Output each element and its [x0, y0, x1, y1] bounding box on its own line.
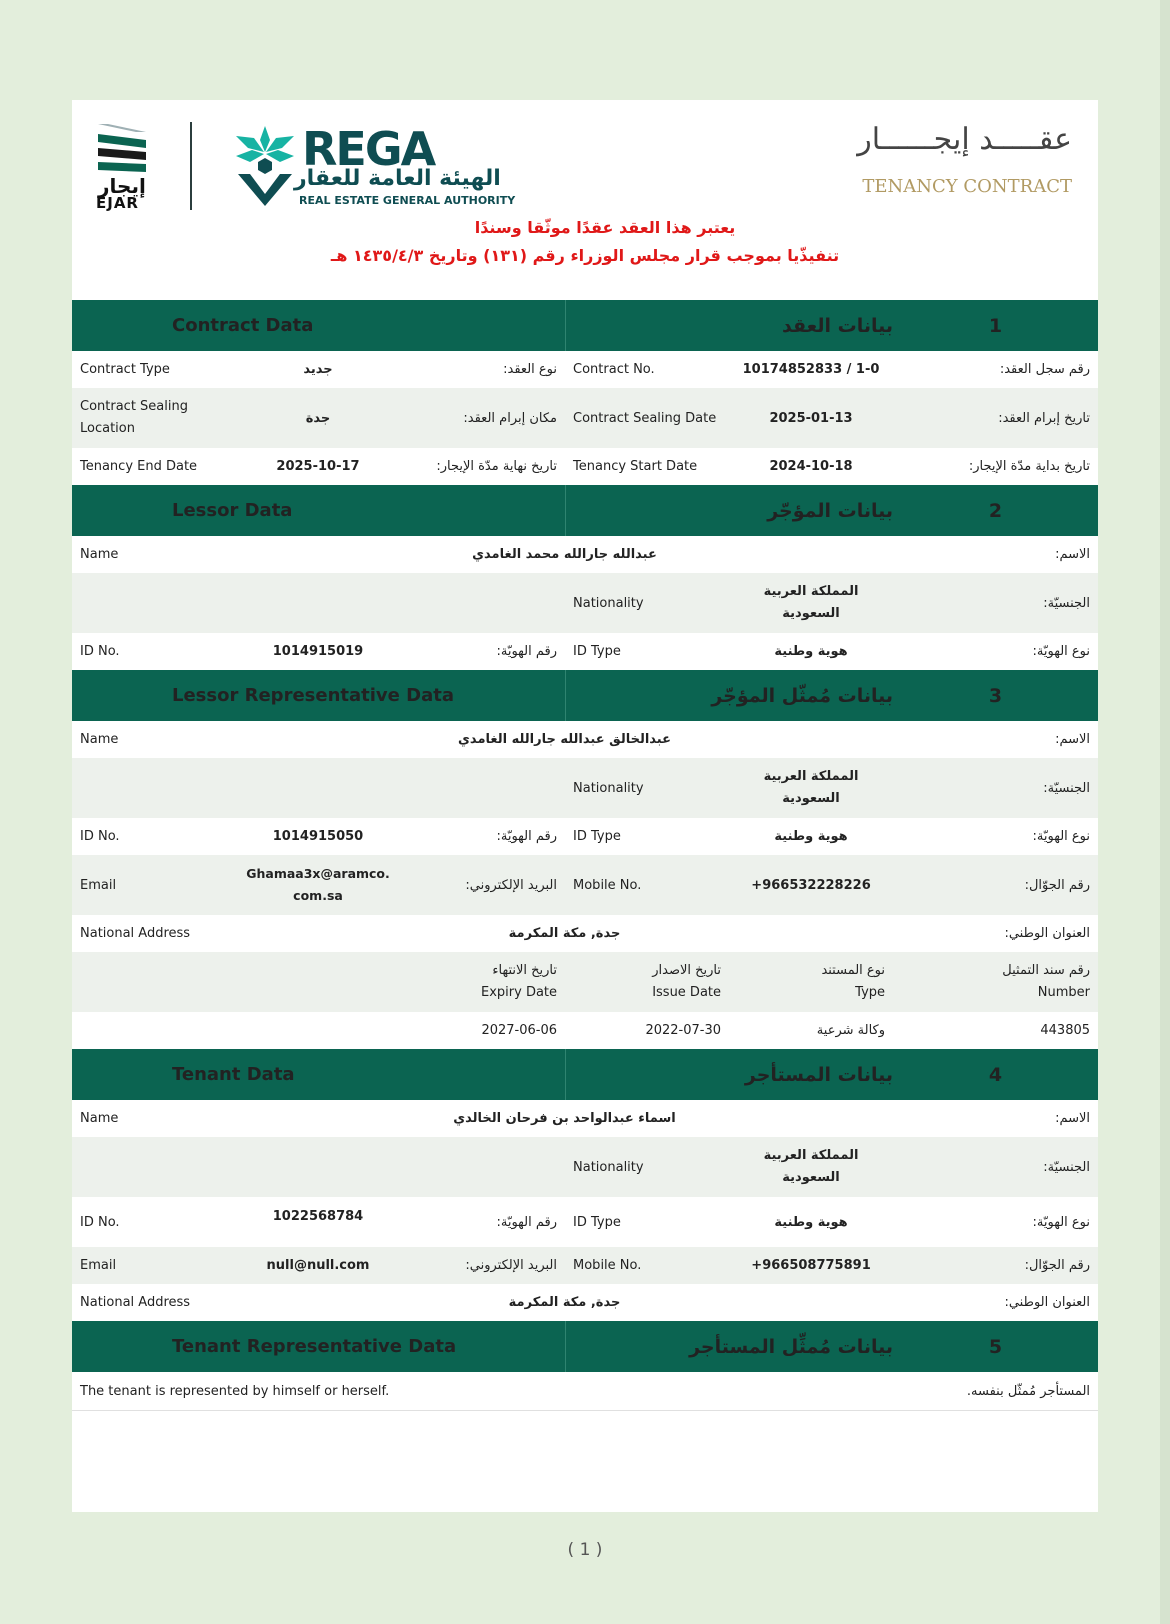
page-edge	[1160, 0, 1170, 1624]
document-title-arabic: عقـــــد إيجــــــار	[857, 122, 1072, 157]
table-row	[72, 1372, 1098, 1411]
value-contract-no: 10174852833 / 1-0	[742, 362, 880, 377]
label-id-no-en: ID No.	[80, 1214, 120, 1230]
value-sealing-date: 2025-01-13	[729, 388, 893, 448]
table-row	[72, 388, 1098, 448]
rega-english-name: REAL ESTATE GENERAL AUTHORITY	[299, 194, 516, 207]
section-header-lessor-rep	[72, 670, 1098, 721]
ejar-logo	[94, 122, 154, 212]
label-name-en: Name	[80, 547, 119, 562]
label-mobile-ar: رقم الجوّال:	[893, 855, 1098, 915]
ejar-english-text: EJAR	[96, 194, 139, 212]
section-header-lessor	[72, 485, 1098, 536]
section-number: 5	[893, 1321, 1098, 1372]
value-lessor-name: عبدالله جارالله محمد الغامدي	[472, 547, 657, 562]
section-title-en: Tenant Representative Data	[72, 1321, 565, 1372]
label-nationality-ar: الجنسيّة:	[893, 1137, 1098, 1197]
section-header-contract	[72, 300, 1098, 351]
label-contract-no-en: Contract No.	[573, 362, 655, 377]
label-email-en: Email	[72, 1247, 236, 1284]
value-tenant-email: null@null.com	[236, 1247, 400, 1284]
table-row	[72, 1100, 1098, 1137]
doc-number-value: 443805	[1040, 1023, 1091, 1038]
label-nationality-en: Nationality	[565, 1137, 729, 1197]
section-number: 2	[893, 485, 1098, 536]
value-contract-type: جديد	[303, 362, 333, 377]
label-id-type-ar: نوع الهويّة:	[1032, 1214, 1091, 1230]
label-name-en: Name	[80, 1111, 119, 1126]
label-id-type-ar: نوع الهويّة:	[1032, 829, 1091, 844]
table-row	[72, 818, 1098, 855]
section-title-en: Lessor Data	[72, 485, 565, 536]
value-lessor-nationality: المملكة العربية السعودية	[729, 573, 893, 633]
label-address-ar: العنوان الوطني:	[1004, 1295, 1091, 1310]
label-contract-no-ar: رقم سجل العقد:	[999, 362, 1091, 377]
label-sealing-location-ar: مكان إبرام العقد:	[400, 388, 565, 448]
table-row	[72, 633, 1098, 670]
section-number: 3	[893, 670, 1098, 721]
table-row	[72, 758, 1098, 818]
value-lessor-rep-address: جدة, مكة المكرمة	[508, 926, 621, 941]
value-tenant-mobile: +966508775891	[729, 1247, 893, 1284]
section-title-ar: بيانات مُمثِّل المستأجر	[565, 1321, 893, 1372]
label-id-type-en: ID Type	[573, 829, 621, 844]
table-row	[72, 351, 1098, 388]
doc-expiry-value: 2027-06-06	[481, 1023, 558, 1038]
contract-data-table	[72, 300, 1098, 1411]
label-id-no-en: ID No.	[80, 644, 120, 659]
label-id-type-en: ID Type	[573, 644, 621, 659]
table-row	[72, 536, 1098, 573]
tenant-rep-note-en: The tenant is represented by himself or herself.	[72, 1372, 565, 1411]
tenant-rep-note-ar: المستأجر مُمثّل بنفسه.	[565, 1372, 1098, 1411]
rega-arabic-name: الهيئة العامة للعقار	[294, 166, 501, 191]
label-start-date-ar: تاريخ بداية مدّة الإيجار:	[968, 459, 1091, 474]
rega-wordmark: REGA	[302, 122, 435, 176]
value-end-date: 2025-10-17	[276, 459, 360, 474]
doc-issue-header-en: Issue Date	[652, 985, 722, 1000]
table-row	[72, 1137, 1098, 1197]
table-row	[72, 1247, 1098, 1284]
doc-number-header-en: Number	[1037, 985, 1091, 1000]
doc-issue-header	[565, 952, 729, 1012]
label-address-en: National Address	[80, 1295, 191, 1310]
section-header-tenant	[72, 1049, 1098, 1100]
value-lessor-rep-id-no: 1014915050	[272, 829, 364, 844]
section-title-en: Tenant Data	[72, 1049, 565, 1100]
ejar-arabic-text: إيجار	[98, 174, 146, 198]
label-id-type-en: ID Type	[573, 1214, 621, 1230]
label-email-en: Email	[72, 855, 236, 915]
section-title-en: Lessor Representative Data	[72, 670, 565, 721]
value-lessor-rep-id-type: هوية وطنية	[774, 829, 848, 844]
value-tenant-nationality: المملكة العربية السعودية	[729, 1137, 893, 1197]
label-sealing-date-ar: تاريخ إبرام العقد:	[893, 388, 1098, 448]
table-row	[72, 1197, 1098, 1247]
value-tenant-address: جدة, مكة المكرمة	[508, 1295, 621, 1310]
label-nationality-en: Nationality	[565, 758, 729, 818]
table-row	[72, 915, 1098, 952]
label-address-ar: العنوان الوطني:	[1004, 926, 1091, 941]
value-lessor-rep-email: Ghamaa3x@aramco.com.sa	[236, 855, 400, 915]
section-title-ar: بيانات المؤجّر	[565, 485, 893, 536]
value-tenant-id-no: 1022568784	[272, 1209, 364, 1224]
label-contract-type-en: Contract Type	[80, 362, 170, 377]
page-number: ( 1 )	[567, 1540, 603, 1560]
value-lessor-id-no: 1014915019	[272, 644, 364, 659]
label-nationality-ar: الجنسيّة:	[893, 573, 1098, 633]
representation-doc-row	[72, 1012, 1098, 1049]
label-mobile-en: Mobile No.	[565, 855, 729, 915]
table-row	[72, 721, 1098, 758]
value-tenant-name: اسماء عبدالواحد بن فرحان الخالدي	[453, 1111, 676, 1126]
section-title-en: Contract Data	[72, 300, 565, 351]
label-contract-type-ar: نوع العقد:	[503, 362, 558, 377]
document-header	[72, 100, 1098, 300]
label-start-date-en: Tenancy Start Date	[573, 459, 698, 474]
section-header-tenant-rep	[72, 1321, 1098, 1372]
rega-logo	[232, 122, 532, 212]
logo-divider	[190, 122, 192, 210]
label-id-no-en: ID No.	[80, 829, 120, 844]
label-name-en: Name	[80, 732, 119, 747]
value-lessor-id-type: هوية وطنية	[774, 644, 848, 659]
section-title-ar: بيانات مُمثّل المؤجّر	[565, 670, 893, 721]
table-row	[72, 1284, 1098, 1321]
table-row	[72, 573, 1098, 633]
doc-type-header-en: Type	[855, 985, 886, 1000]
section-number: 1	[893, 300, 1098, 351]
document-title-english: TENANCY CONTRACT	[862, 176, 1072, 197]
label-email-ar: البريد الإلكتروني:	[400, 855, 565, 915]
label-end-date-ar: تاريخ نهاية مدّة الإيجار:	[436, 459, 558, 474]
label-id-no-ar: رقم الهويّة:	[496, 829, 558, 844]
notice-line-1: يعتبر هذا العقد عقدًا موثّقا وسندًا	[474, 218, 736, 237]
label-name-ar: الاسم:	[1055, 732, 1091, 747]
doc-type-header	[729, 952, 893, 1012]
doc-number-header-ar: رقم سند التمثيل	[1002, 963, 1091, 978]
label-mobile-en: Mobile No.	[565, 1247, 729, 1284]
value-sealing-location: جدة	[236, 388, 400, 448]
label-name-ar: الاسم:	[1055, 1111, 1091, 1126]
value-start-date: 2024-10-18	[769, 459, 853, 474]
label-sealing-date-en: Contract Sealing Date	[565, 388, 729, 448]
doc-type-header-ar: نوع المستند	[821, 963, 886, 978]
label-end-date-en: Tenancy End Date	[80, 459, 198, 474]
value-lessor-rep-nationality: المملكة العربية السعودية	[729, 758, 893, 818]
table-row	[72, 448, 1098, 485]
label-email-ar: البريد الإلكتروني:	[400, 1247, 565, 1284]
doc-issue-value: 2022-07-30	[645, 1023, 722, 1038]
ejar-stripes-icon	[94, 122, 150, 174]
section-number: 4	[893, 1049, 1098, 1100]
section-title-ar: بيانات العقد	[565, 300, 893, 351]
label-name-ar: الاسم:	[1055, 547, 1091, 562]
label-id-type-ar: نوع الهويّة:	[1032, 644, 1091, 659]
contract-page	[72, 100, 1098, 1512]
doc-expiry-header-ar: تاريخ الانتهاء	[492, 963, 558, 978]
notice-line-2: تنفيذّيا بموجب قرار مجلس الوزراء رقم (١٣١) وتاريخ ١٤٣٥/٤/٣ هـ	[330, 246, 840, 265]
section-title-ar: بيانات المستأجر	[565, 1049, 893, 1100]
rega-emblem-icon	[232, 122, 298, 206]
value-lessor-rep-name: عبدالخالق عبدالله جارالله الغامدي	[458, 732, 671, 747]
label-nationality-ar: الجنسيّة:	[893, 758, 1098, 818]
doc-expiry-header	[400, 952, 565, 1012]
label-sealing-location-en: Contract Sealing Location	[72, 388, 236, 448]
label-id-no-ar: رقم الهويّة:	[496, 644, 558, 659]
doc-type-value: وكالة شرعية	[816, 1023, 886, 1038]
label-mobile-ar: رقم الجوّال:	[893, 1247, 1098, 1284]
table-row	[72, 855, 1098, 915]
label-id-no-ar: رقم الهويّة:	[496, 1214, 558, 1230]
value-lessor-rep-mobile: +966532228226	[729, 855, 893, 915]
doc-expiry-header-en: Expiry Date	[481, 985, 558, 1000]
doc-issue-header-ar: تاريخ الاصدار	[652, 963, 722, 978]
label-address-en: National Address	[80, 926, 191, 941]
value-tenant-id-type: هوية وطنية	[774, 1214, 848, 1230]
label-nationality-en: Nationality	[565, 573, 729, 633]
representation-doc-header-row	[72, 952, 1098, 1012]
doc-number-header	[893, 952, 1098, 1012]
